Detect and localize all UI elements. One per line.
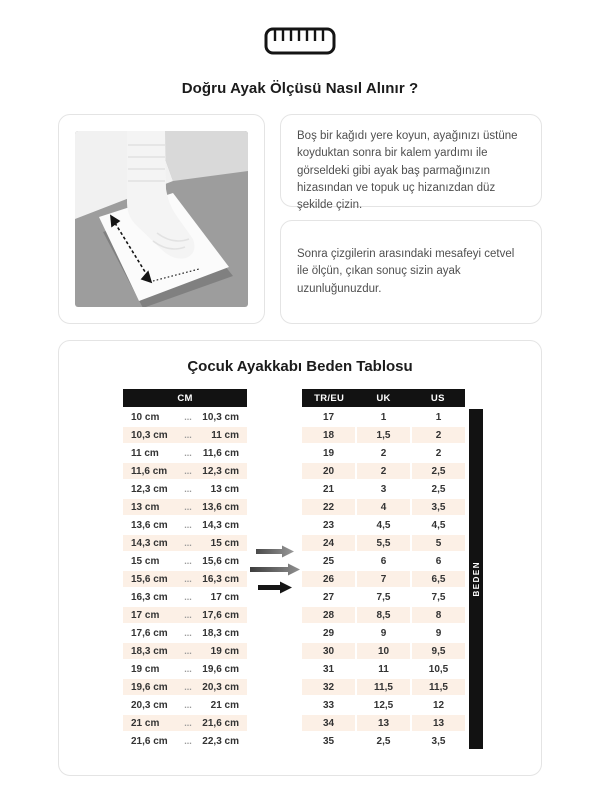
cm-to-value: 20,3 cm [202,681,239,693]
tr-eu-value: 31 [302,661,355,677]
ruler-icon [264,26,336,61]
size-table-row [302,715,465,731]
uk-value: 9 [357,625,410,641]
cm-table-row [123,445,247,461]
range-separator: ... [184,664,192,674]
cm-to-value: 11 cm [211,429,239,441]
cm-to-value: 13,6 cm [202,501,239,513]
col-header-us: US [411,389,465,407]
instruction-step-2-text: Sonra çizgilerin arasındaki mesafeyi cetvel ile ölçün, çıkan sonuç sizin ayak uzunluğunuzdur. [297,248,515,295]
intl-size-table-header [302,389,465,407]
tr-eu-value: 29 [302,625,355,641]
cm-to-value: 16,3 cm [202,573,239,585]
page-title: Doğru Ayak Ölçüsü Nasıl Alınır ? [181,80,419,97]
us-value: 13 [412,715,465,731]
us-value: 8 [412,607,465,623]
tr-eu-value: 34 [302,715,355,731]
range-separator: ... [184,718,192,728]
range-separator: ... [184,646,192,656]
cm-from-value: 14,3 cm [131,537,168,549]
us-value: 3,5 [412,733,465,749]
cm-from-value: 19,6 cm [131,681,168,693]
cm-to-value: 15 cm [210,537,239,549]
uk-value: 3 [357,481,410,497]
size-table-card [58,340,542,776]
cm-table-row [123,517,247,533]
uk-value: 6 [357,553,410,569]
tr-eu-value: 26 [302,571,355,587]
uk-value: 4,5 [357,517,410,533]
uk-value: 7,5 [357,589,410,605]
conversion-arrows [247,389,302,749]
cm-table-row [123,715,247,731]
range-separator: ... [184,520,192,530]
instruction-texts [280,114,542,324]
tr-eu-value: 25 [302,553,355,569]
range-separator: ... [184,466,192,476]
cm-to-value: 14,3 cm [202,519,239,531]
cm-from-value: 21 cm [131,717,160,729]
cm-table-row [123,427,247,443]
range-separator: ... [184,610,192,620]
col-header-uk: UK [356,389,410,407]
cm-to-value: 17,6 cm [202,609,239,621]
tr-eu-value: 33 [302,697,355,713]
cm-to-value: 21,6 cm [202,717,239,729]
size-table-row [302,445,465,461]
intl-size-table [302,389,465,749]
range-separator: ... [184,736,192,746]
cm-from-value: 18,3 cm [131,645,168,657]
us-value: 2,5 [412,481,465,497]
cm-to-value: 17 cm [210,591,239,603]
cm-table-row [123,643,247,659]
range-separator: ... [184,700,192,710]
cm-table-header: CM [123,389,247,407]
cm-to-value: 18,3 cm [202,627,239,639]
cm-table-row [123,607,247,623]
size-table-row [302,661,465,677]
cm-table-row [123,571,247,587]
cm-from-value: 17,6 cm [131,627,168,639]
uk-value: 1,5 [357,427,410,443]
cm-to-value: 21 cm [210,699,239,711]
cm-table-body [123,409,247,749]
cm-table-row [123,499,247,515]
us-value: 10,5 [412,661,465,677]
cm-to-value: 22,3 cm [202,735,239,747]
tr-eu-value: 23 [302,517,355,533]
cm-from-value: 11,6 cm [131,465,168,477]
us-value: 1 [412,409,465,425]
range-separator: ... [184,592,192,602]
arrow-right-icon [258,581,292,594]
cm-from-value: 20,3 cm [131,699,168,711]
size-table-row [302,463,465,479]
cm-from-value: 16,3 cm [131,591,168,603]
cm-to-value: 19 cm [210,645,239,657]
uk-value: 1 [357,409,410,425]
tr-eu-value: 17 [302,409,355,425]
cm-from-value: 11 cm [131,447,159,459]
size-table-row [302,571,465,587]
range-separator: ... [184,448,192,458]
cm-from-value: 13 cm [131,501,160,513]
cm-to-value: 19,6 cm [202,663,239,675]
beden-side-bar [469,409,483,749]
size-table-row [302,697,465,713]
cm-from-value: 15,6 cm [131,573,168,585]
range-separator: ... [184,628,192,638]
instruction-step-1 [280,114,542,211]
size-table-row [302,535,465,551]
us-value: 9,5 [412,643,465,659]
tr-eu-value: 24 [302,535,355,551]
tr-eu-value: 22 [302,499,355,515]
uk-value: 7 [357,571,410,587]
size-table-row [302,481,465,497]
size-table-row [302,625,465,641]
size-table-row [302,679,465,695]
uk-value: 11,5 [357,679,410,695]
us-value: 11,5 [412,679,465,695]
tr-eu-value: 21 [302,481,355,497]
uk-value: 2 [357,445,410,461]
cm-table-row [123,589,247,605]
cm-table-row [123,463,247,479]
cm-from-value: 12,3 cm [131,483,168,495]
instruction-step-2 [280,220,542,324]
cm-from-value: 10,3 cm [131,429,168,441]
cm-table-row [123,679,247,695]
range-separator: ... [184,484,192,494]
size-table-title: Çocuk Ayakkabı Beden Tablosu [187,358,413,375]
uk-value: 13 [357,715,410,731]
foot-measure-photo [75,131,248,307]
cm-table-row [123,535,247,551]
intl-size-block [302,389,483,749]
arrow-right-icon [256,545,294,558]
us-value: 7,5 [412,589,465,605]
size-table-row [302,643,465,659]
uk-value: 8,5 [357,607,410,623]
uk-value: 2,5 [357,733,410,749]
uk-value: 4 [357,499,410,515]
us-value: 6 [412,553,465,569]
us-value: 6,5 [412,571,465,587]
cm-table-row [123,409,247,425]
size-table-row [302,427,465,443]
range-separator: ... [184,430,192,440]
uk-value: 12,5 [357,697,410,713]
range-separator: ... [184,682,192,692]
tr-eu-value: 18 [302,427,355,443]
tr-eu-value: 19 [302,445,355,461]
size-table-row [302,517,465,533]
size-table-row [302,733,465,749]
us-value: 9 [412,625,465,641]
us-value: 2 [412,427,465,443]
tr-eu-value: 28 [302,607,355,623]
range-separator: ... [184,538,192,548]
us-value: 3,5 [412,499,465,515]
size-table-row [302,409,465,425]
uk-value: 10 [357,643,410,659]
us-value: 12 [412,697,465,713]
tr-eu-value: 32 [302,679,355,695]
range-separator: ... [184,556,192,566]
range-separator: ... [184,412,192,422]
cm-from-value: 19 cm [131,663,160,675]
cm-table-row [123,733,247,749]
instruction-step-1-text: Boş bir kağıdı yere koyun, ayağınızı üstüne koyduktan sonra bir kalem yardımı ile görseldeki gibi ayak baş parmağınızın hizasından ve topuk uç hizanızdan düz şekilde çizin. [297,130,518,211]
intro-section [58,114,542,324]
us-value: 2,5 [412,463,465,479]
cm-table-row [123,625,247,641]
uk-value: 11 [357,661,410,677]
cm-from-value: 15 cm [131,555,160,567]
cm-from-value: 21,6 cm [131,735,168,747]
col-header-tr-eu: TR/EU [302,389,356,407]
cm-to-value: 15,6 cm [202,555,239,567]
cm-from-value: 10 cm [131,411,160,423]
size-tables [59,389,541,749]
range-separator: ... [184,502,192,512]
cm-to-value: 10,3 cm [202,411,239,423]
foot-measure-photo-card [58,114,265,324]
us-value: 2 [412,445,465,461]
cm-from-value: 13,6 cm [131,519,168,531]
cm-to-value: 13 cm [210,483,239,495]
cm-table [123,389,247,749]
uk-value: 2 [357,463,410,479]
cm-table-row [123,481,247,497]
tr-eu-value: 35 [302,733,355,749]
cm-to-value: 11,6 cm [202,447,239,459]
cm-to-value: 12,3 cm [202,465,239,477]
tr-eu-value: 20 [302,463,355,479]
intl-size-table-body [302,409,465,749]
cm-table-row [123,661,247,677]
cm-table-row [123,697,247,713]
range-separator: ... [184,574,192,584]
size-table-row [302,553,465,569]
us-value: 5 [412,535,465,551]
cm-from-value: 17 cm [131,609,160,621]
us-value: 4,5 [412,517,465,533]
size-table-row [302,589,465,605]
beden-side-label: BEDEN [471,561,481,597]
size-table-row [302,607,465,623]
tr-eu-value: 30 [302,643,355,659]
uk-value: 5,5 [357,535,410,551]
cm-table-row [123,553,247,569]
tr-eu-value: 27 [302,589,355,605]
arrow-right-icon [250,563,300,576]
size-table-row [302,499,465,515]
